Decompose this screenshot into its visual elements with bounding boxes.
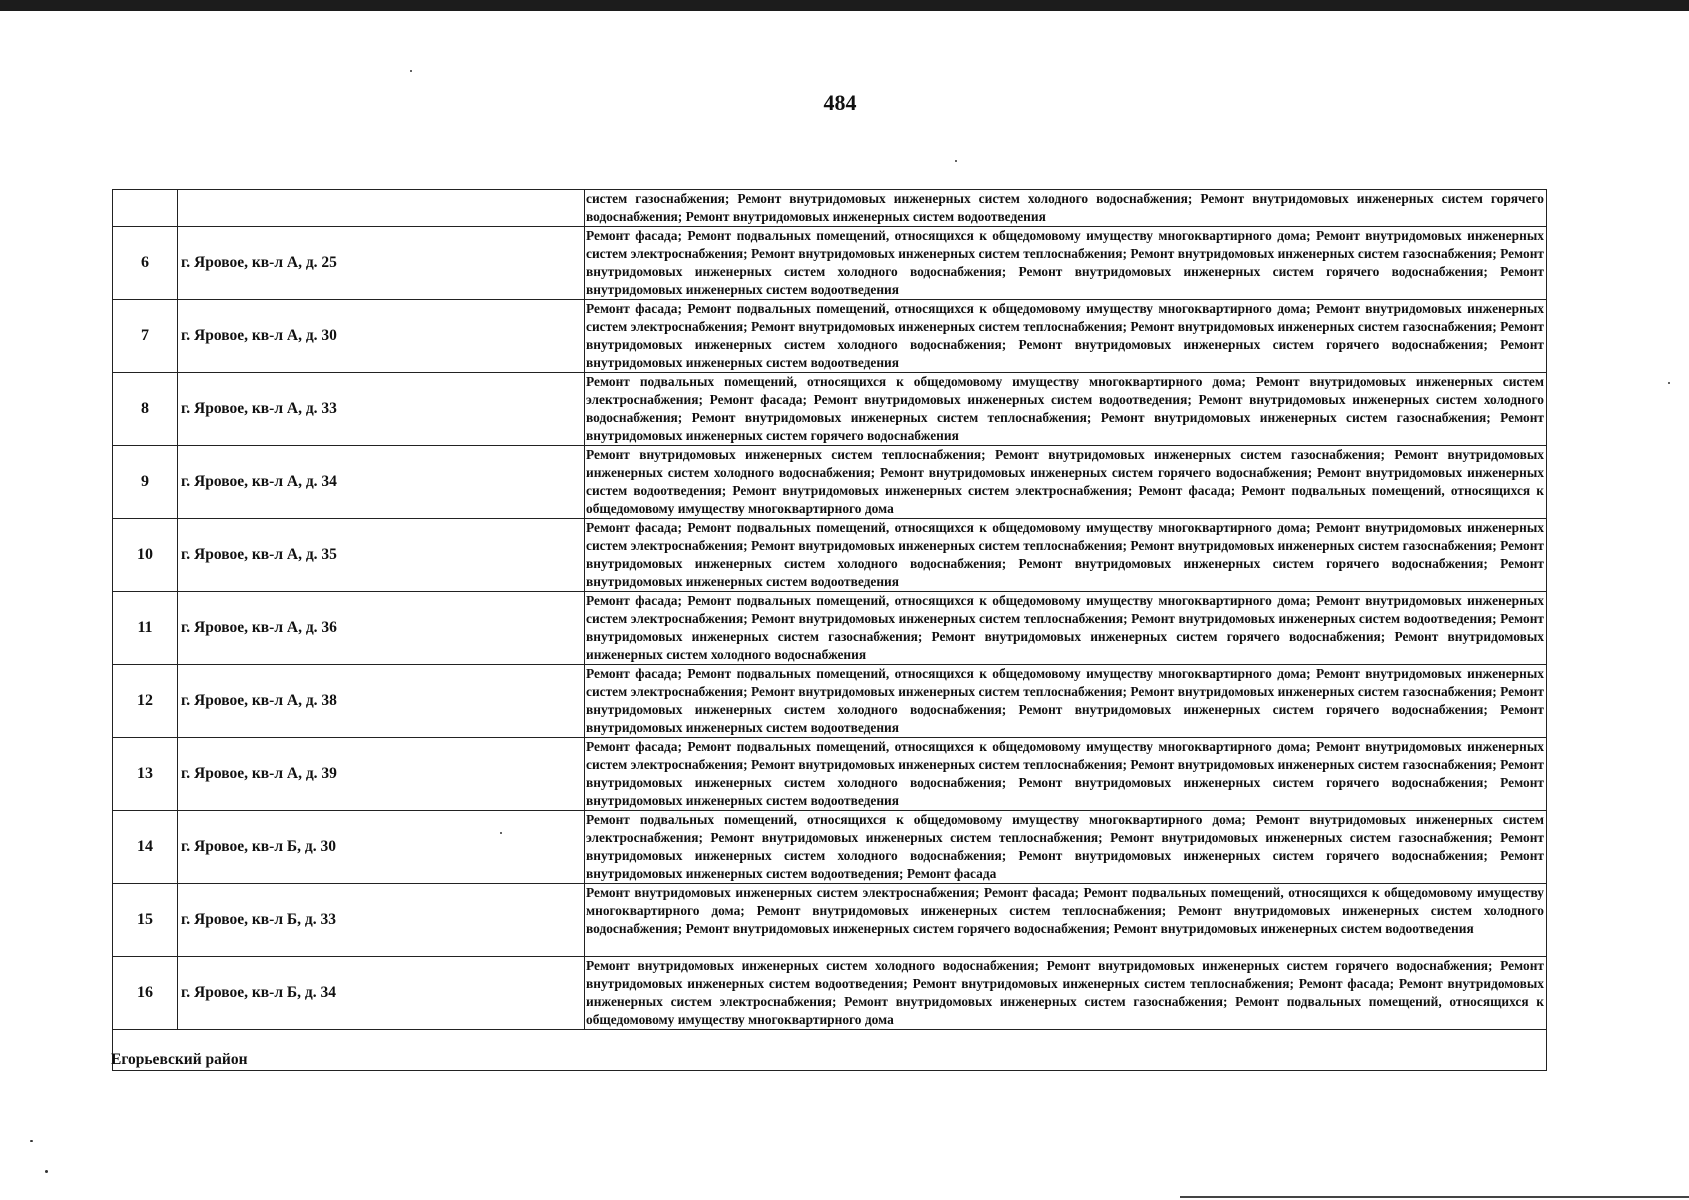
row-number [113,190,178,227]
region-name: Егорьевский район [111,1051,248,1068]
row-works: Ремонт подвальных помещений, относящихся к общедомовому имуществу многоквартирного дома; Ремонт внутридомовых инженерных систем электроснабжения; Ремонт внутридомовых инженерных систем теплоснабжения; Ремонт внутридомовых инженерных систем газоснабжения; Ремонт внутридомовых инженерных систем холодного водоснабжения; Ремонт внутридомовых инженерных систем горячего водоснабжения; Ремонт внутридомовых инженерных систем водоотведения; Ремонт фасада [585,811,1547,884]
row-address: г. Яровое, кв-л А, д. 25 [178,227,585,300]
row-address: г. Яровое, кв-л А, д. 35 [178,519,585,592]
row-address: г. Яровое, кв-л Б, д. 34 [178,957,585,1030]
row-number: 16 [113,957,178,1030]
row-address: г. Яровое, кв-л А, д. 39 [178,738,585,811]
row-number: 12 [113,665,178,738]
page-number: 484 [823,90,857,115]
table-row [113,227,1547,300]
row-number: 7 [113,300,178,373]
row-number: 13 [113,738,178,811]
row-number: 8 [113,373,178,446]
repair-works-table [112,189,1547,1071]
row-number: 10 [113,519,178,592]
row-address: г. Яровое, кв-л А, д. 38 [178,665,585,738]
row-address: г. Яровое, кв-л А, д. 33 [178,373,585,446]
scan-speck [500,832,502,834]
table-row-continued [113,190,1547,227]
table-row [113,957,1547,1030]
row-address: г. Яровое, кв-л А, д. 36 [178,592,585,665]
scan-speck [955,160,957,162]
row-works: Ремонт подвальных помещений, относящихся к общедомовому имуществу многоквартирного дома; Ремонт внутридомовых инженерных систем электроснабжения; Ремонт фасада; Ремонт внутридомовых инженерных систем водоотведения; Ремонт внутридомовых инженерных систем холодного водоснабжения; Ремонт внутридомовых инженерных систем теплоснабжения; Ремонт внутридомовых инженерных систем газоснабжения; Ремонт внутридомовых инженерных систем горячего водоснабжения [585,373,1547,446]
row-number: 6 [113,227,178,300]
table-row [113,665,1547,738]
row-address [178,190,585,227]
table-row [113,592,1547,665]
row-works: Ремонт фасада; Ремонт подвальных помещений, относящихся к общедомовому имуществу многоквартирного дома; Ремонт внутридомовых инженерных систем электроснабжения; Ремонт внутридомовых инженерных систем теплоснабжения; Ремонт внутридомовых инженерных систем водоотведения; Ремонт внутридомовых инженерных систем газоснабжения; Ремонт внутридомовых инженерных систем горячего водоснабжения; Ремонт внутридомовых инженерных систем холодного водоснабжения [585,592,1547,665]
row-works: Ремонт внутридомовых инженерных систем холодного водоснабжения; Ремонт внутридомовых инженерных систем горячего водоснабжения; Ремонт внутридомовых инженерных систем водоотведения; Ремонт внутридомовых инженерных систем теплоснабжения; Ремонт фасада; Ремонт внутридомовых инженерных систем электроснабжения; Ремонт внутридомовых инженерных систем газоснабжения; Ремонт подвальных помещений, относящихся к общедомовому имуществу многоквартирного дома [585,957,1547,1030]
table-row [113,811,1547,884]
region-footer-row [113,1030,1547,1071]
row-works: Ремонт внутридомовых инженерных систем электроснабжения; Ремонт фасада; Ремонт подвальных помещений, относящихся к общедомовому имуществу многоквартирного дома; Ремонт внутридомовых инженерных систем теплоснабжения; Ремонт внутридомовых инженерных систем холодного водоснабжения; Ремонт внутридомовых инженерных систем горячего водоснабжения; Ремонт внутридомовых инженерных систем водоотведения [585,884,1547,957]
table-row [113,446,1547,519]
table-row [113,519,1547,592]
scan-speck [30,1140,33,1142]
row-address: г. Яровое, кв-л А, д. 30 [178,300,585,373]
scan-bottom-edge [1180,1196,1689,1198]
row-number: 11 [113,592,178,665]
row-address: г. Яровое, кв-л А, д. 34 [178,446,585,519]
row-works: Ремонт фасада; Ремонт подвальных помещений, относящихся к общедомовому имуществу многоквартирного дома; Ремонт внутридомовых инженерных систем электроснабжения; Ремонт внутридомовых инженерных систем теплоснабжения; Ремонт внутридомовых инженерных систем газоснабжения; Ремонт внутридомовых инженерных систем холодного водоснабжения; Ремонт внутридомовых инженерных систем горячего водоснабжения; Ремонт внутридомовых инженерных систем водоотведения [585,519,1547,592]
row-works: Ремонт фасада; Ремонт подвальных помещений, относящихся к общедомовому имуществу многоквартирного дома; Ремонт внутридомовых инженерных систем электроснабжения; Ремонт внутридомовых инженерных систем теплоснабжения; Ремонт внутридомовых инженерных систем газоснабжения; Ремонт внутридомовых инженерных систем холодного водоснабжения; Ремонт внутридомовых инженерных систем горячего водоснабжения; Ремонт внутридомовых инженерных систем водоотведения [585,665,1547,738]
row-works: Ремонт фасада; Ремонт подвальных помещений, относящихся к общедомовому имуществу многоквартирного дома; Ремонт внутридомовых инженерных систем электроснабжения; Ремонт внутридомовых инженерных систем теплоснабжения; Ремонт внутридомовых инженерных систем газоснабжения; Ремонт внутридомовых инженерных систем холодного водоснабжения; Ремонт внутридомовых инженерных систем горячего водоснабжения; Ремонт внутридомовых инженерных систем водоотведения [585,227,1547,300]
region-footer-cell [113,1030,1547,1071]
scan-speck [1668,382,1670,384]
table-row [113,300,1547,373]
table-body [113,190,1547,1030]
row-number: 14 [113,811,178,884]
row-address: г. Яровое, кв-л Б, д. 30 [178,811,585,884]
row-works: Ремонт внутридомовых инженерных систем теплоснабжения; Ремонт внутридомовых инженерных систем газоснабжения; Ремонт внутридомовых инженерных систем холодного водоснабжения; Ремонт внутридомовых инженерных систем горячего водоснабжения; Ремонт внутридомовых инженерных систем водоотведения; Ремонт внутридомовых инженерных систем электроснабжения; Ремонт фасада; Ремонт подвальных помещений, относящихся к общедомовому имуществу многоквартирного дома [585,446,1547,519]
scan-speck [45,1170,48,1173]
row-works: Ремонт фасада; Ремонт подвальных помещений, относящихся к общедомовому имуществу многоквартирного дома; Ремонт внутридомовых инженерных систем электроснабжения; Ремонт внутридомовых инженерных систем теплоснабжения; Ремонт внутридомовых инженерных систем газоснабжения; Ремонт внутридомовых инженерных систем холодного водоснабжения; Ремонт внутридомовых инженерных систем горячего водоснабжения; Ремонт внутридомовых инженерных систем водоотведения [585,738,1547,811]
row-works: систем газоснабжения; Ремонт внутридомовых инженерных систем холодного водоснабжения; Ремонт внутридомовых инженерных систем горячего водоснабжения; Ремонт внутридомовых инженерных систем водоотведения [585,190,1547,227]
scan-speck [410,70,412,72]
scan-top-border [0,0,1689,11]
row-works: Ремонт фасада; Ремонт подвальных помещений, относящихся к общедомовому имуществу многоквартирного дома; Ремонт внутридомовых инженерных систем электроснабжения; Ремонт внутридомовых инженерных систем теплоснабжения; Ремонт внутридомовых инженерных систем газоснабжения; Ремонт внутридомовых инженерных систем холодного водоснабжения; Ремонт внутридомовых инженерных систем горячего водоснабжения; Ремонт внутридомовых инженерных систем водоотведения [585,300,1547,373]
table-row [113,884,1547,957]
row-address: г. Яровое, кв-л Б, д. 33 [178,884,585,957]
row-number: 15 [113,884,178,957]
table-row [113,738,1547,811]
row-number: 9 [113,446,178,519]
table-row [113,373,1547,446]
